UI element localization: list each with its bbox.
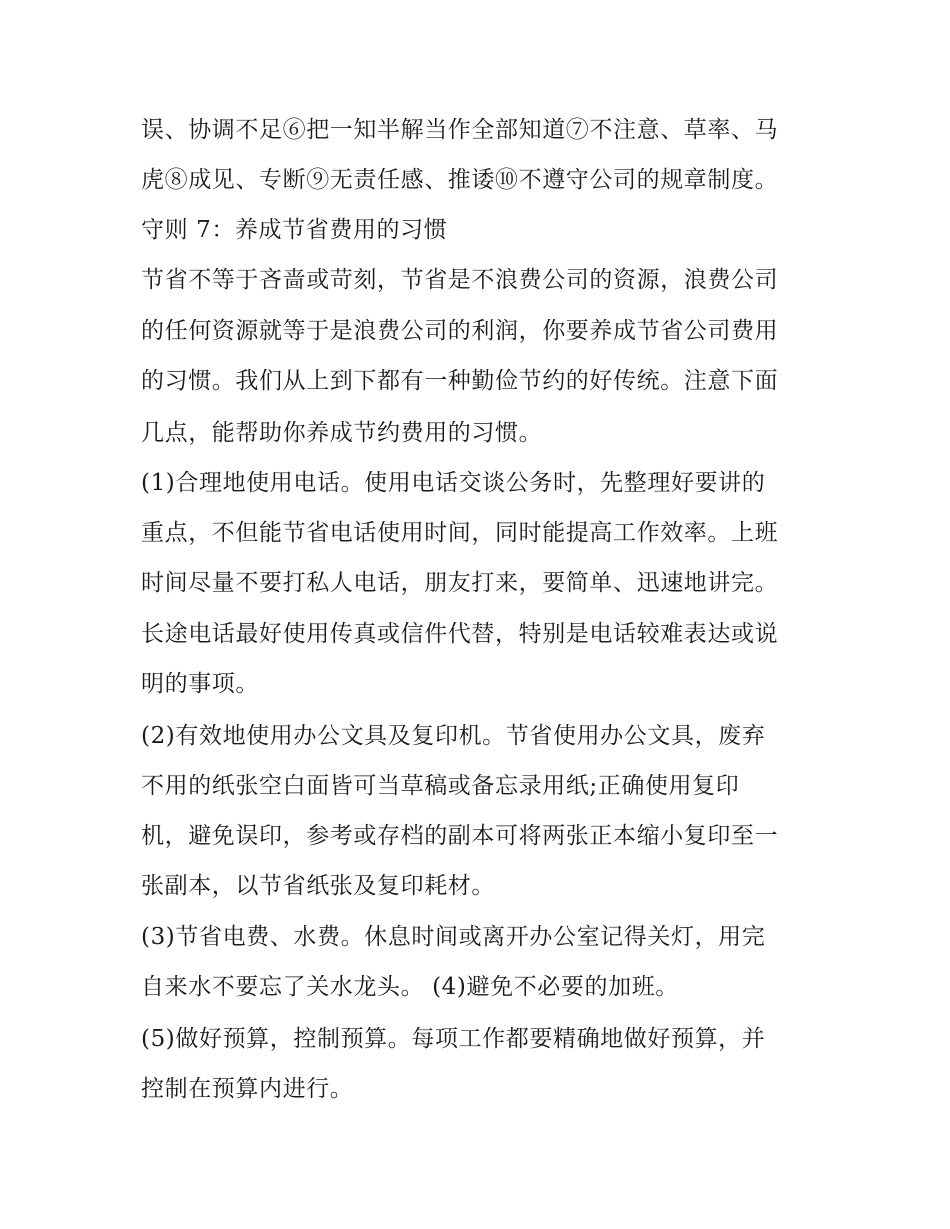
text-line: 自来水不要忘了关水龙头。 (4)避免不必要的加班。 xyxy=(141,974,679,1000)
text-line: 节省不等于吝啬或苛刻，节省是不浪费公司的资源，浪费公司 xyxy=(141,267,779,293)
text-line: 明的事项。 xyxy=(141,671,259,697)
text-line: (3)节省电费、水费。休息时间或离开办公室记得关灯，用完 xyxy=(141,924,766,950)
text-line: (1)合理地使用电话。使用电话交谈公务时，先整理好要讲的 xyxy=(141,470,766,496)
text-line: 的任何资源就等于是浪费公司的利润，你要养成节省公司费用 xyxy=(141,318,779,344)
text-line: 的习惯。我们从上到下都有一种勤俭节约的好传统。注意下面 xyxy=(141,368,779,394)
section-heading: 守则 7：养成节省费用的习惯 xyxy=(141,217,448,243)
text-line: 不用的纸张空白面皆可当草稿或备忘录用纸;正确使用复印 xyxy=(141,773,740,799)
text-line: 机，避免误印，参考或存档的副本可将两张正本缩小复印至一 xyxy=(141,823,779,849)
text-line: 重点，不但能节省电话使用时间，同时能提高工作效率。上班 xyxy=(141,520,779,546)
text-line: 时间尽量不要打私人电话，朋友打来，要简单、迅速地讲完。 xyxy=(141,570,779,596)
text-line: (2)有效地使用办公文具及复印机。节省使用办公文具，废弃 xyxy=(141,723,766,749)
text-line: 长途电话最好使用传真或信件代替，特别是电话较难表达或说 xyxy=(141,621,779,647)
text-line: 虎⑧成见、专断⑨无责任感、推诿⑩不遵守公司的规章制度。 xyxy=(141,167,779,193)
text-line: 几点，能帮助你养成节约费用的习惯。 xyxy=(141,420,543,446)
text-line: (5)做好预算，控制预算。每项工作都要精确地做好预算，并 xyxy=(141,1026,766,1052)
text-line: 误、协调不足⑥把一知半解当作全部知道⑦不注意、草率、马 xyxy=(141,117,779,143)
text-line: 控制在预算内进行。 xyxy=(141,1076,354,1102)
text-line: 张副本，以节省纸张及复印耗材。 xyxy=(141,873,495,899)
